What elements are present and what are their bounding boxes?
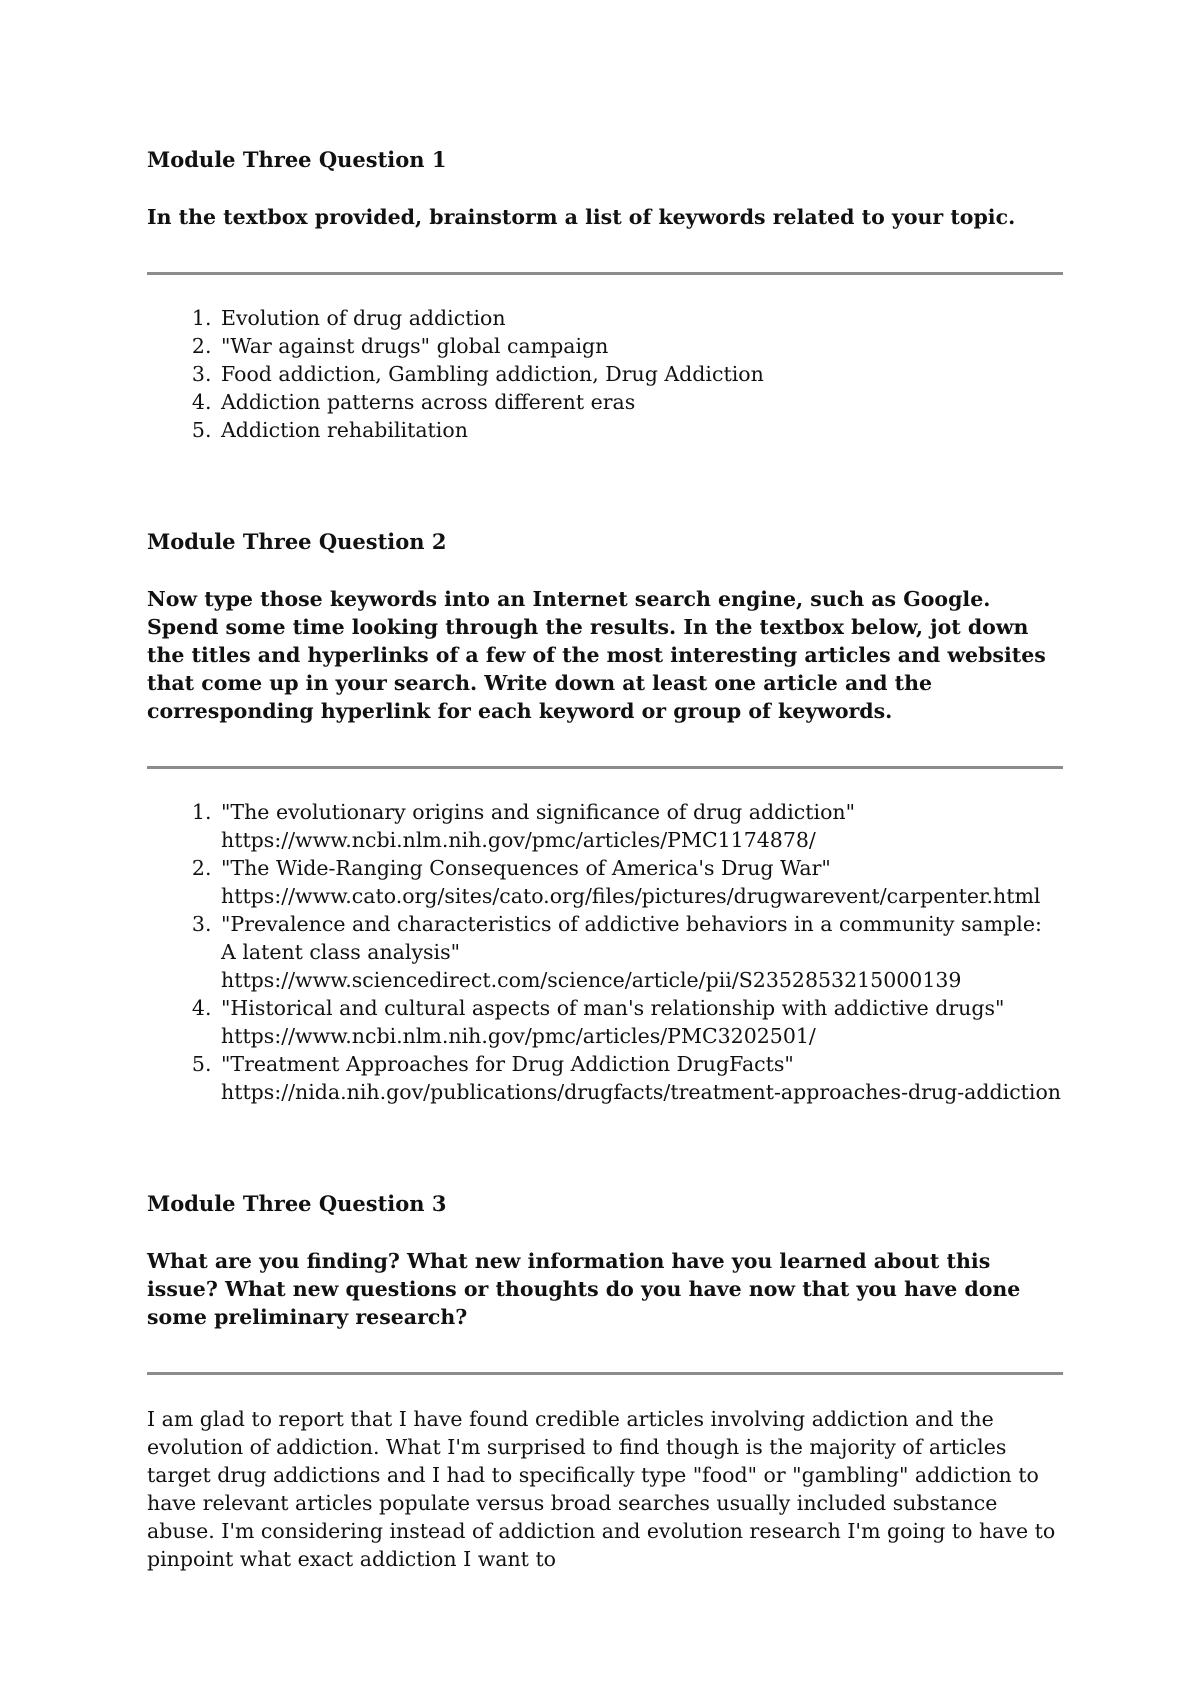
article-title: "Treatment Approaches for Drug Addiction DrugFacts" [221,1052,794,1076]
q1-answer-item: 5. Addiction rehabilitation [218,416,1063,444]
q2-divider [147,766,1063,769]
q3-divider [147,1372,1063,1375]
article-hyperlink[interactable]: https://www.sciencedirect.com/science/article/pii/S2352853215000139 [221,968,962,992]
q1-answer-list [147,304,1063,444]
article-hyperlink[interactable]: https://nida.nih.gov/publications/drugfacts/treatment-approaches-drug-addiction [221,1080,1062,1104]
q1-prompt: In the textbox provided, brainstorm a list of keywords related to your topic. [147,205,1016,229]
q1-answer-item: 4. Addiction patterns across different eras [218,388,1063,416]
q2-prompt: Now type those keywords into an Internet search engine, such as Google. Spend some time looking through the results. In the textbox below, jot down the titles and hyperlinks of a few of the most interesting articles and websites that come up in your search. Write down at least one article and the corresponding hyperlink for each keyword or group of keywords. [147,587,1046,723]
article-title: "Prevalence and characteristics of addictive behaviors in a community sample: A latent class analysis" [221,912,1042,964]
article-title: "The Wide-Ranging Consequences of America's Drug War" [221,856,831,880]
article-title: "Historical and cultural aspects of man's relationship with addictive drugs" [221,996,1005,1020]
q1-title: Module Three Question 1 [147,147,447,172]
article-hyperlink[interactable]: https://www.ncbi.nlm.nih.gov/pmc/articles/PMC1174878/ [221,828,816,852]
q3-answer-text: I am glad to report that I have found credible articles involving addiction and the evolution of addiction. What I'm surprised to find though is the majority of articles target drug addictions and I had to specifically type "food" or "gambling" addiction to have relevant articles populate versus broad searches usually included substance abuse. I'm considering instead of addiction and evolution research I'm going to have to pinpoint what exact addiction I want to [147,1407,1056,1571]
q2-answer-item [218,910,1063,994]
q3-title: Module Three Question 3 [147,1191,447,1216]
q2-answer-list [147,798,1063,1106]
q1-answer-item: 1. Evolution of drug addiction [218,304,1063,332]
q1-answer-item: 3. Food addiction, Gambling addiction, Drug Addiction [218,360,1063,388]
q2-answer-item [218,1050,1063,1106]
q2-title: Module Three Question 2 [147,529,447,554]
article-hyperlink[interactable]: https://www.ncbi.nlm.nih.gov/pmc/articles/PMC3202501/ [221,1024,816,1048]
article-title: "The evolutionary origins and significance of drug addiction" [221,800,856,824]
q1-answer-item: 2. "War against drugs" global campaign [218,332,1063,360]
q2-answer-item [218,854,1063,910]
q1-divider [147,272,1063,275]
q2-answer-item [218,798,1063,854]
article-hyperlink[interactable]: https://www.cato.org/sites/cato.org/files/pictures/drugwarevent/carpenter.html [221,884,1041,908]
q2-answer-item [218,994,1063,1050]
q3-prompt: What are you finding? What new information have you learned about this issue? What new questions or thoughts do you have now that you have done some preliminary research? [147,1249,1021,1329]
